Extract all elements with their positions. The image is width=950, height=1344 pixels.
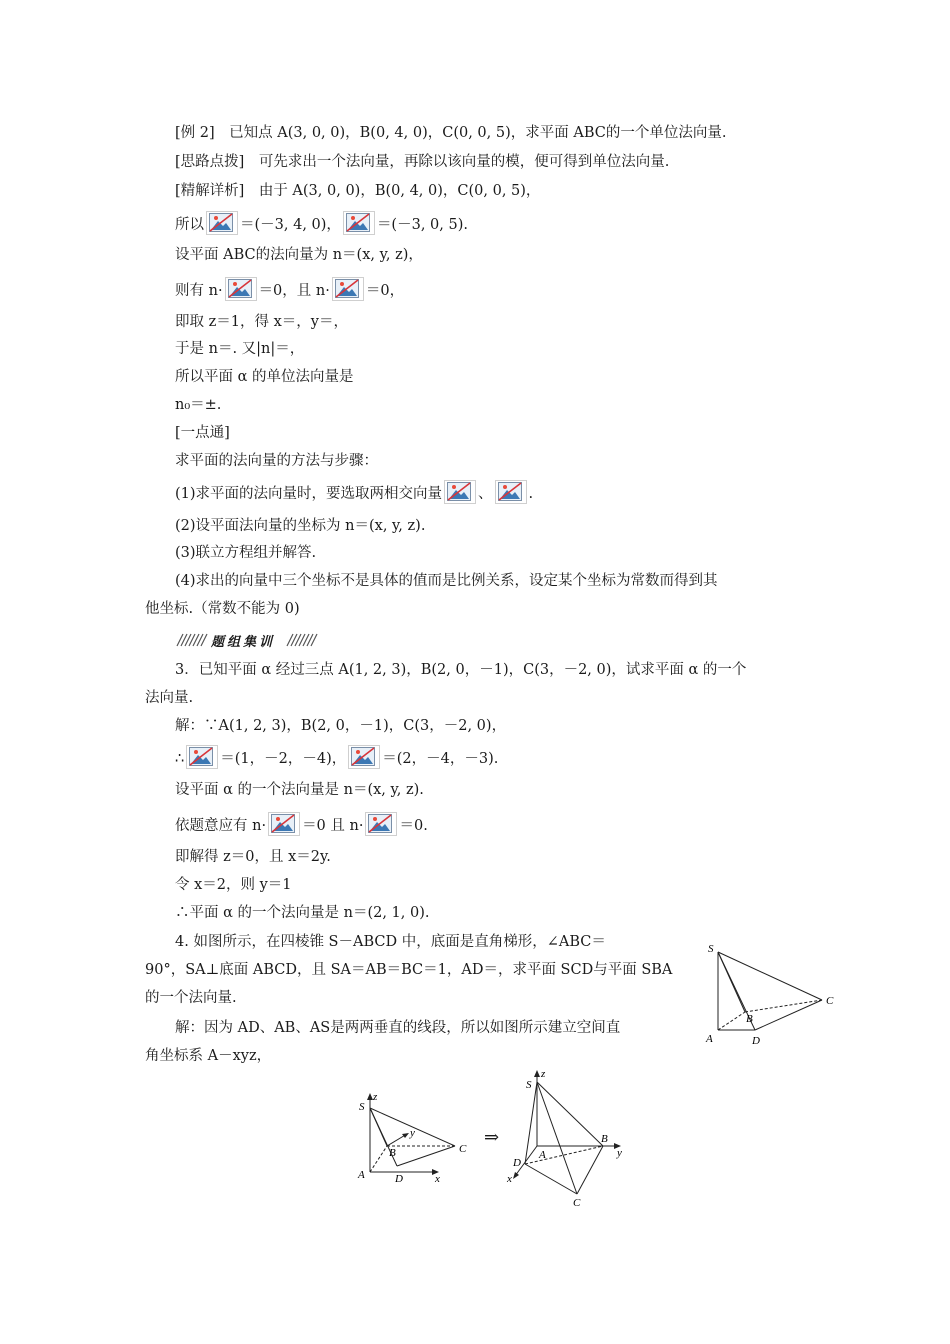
- solution-intro: [精解详析] 由于 A(3, 0, 0)，B(0, 4, 0)，C(0, 0, 5)，: [175, 183, 541, 199]
- q3-statement: 3．已知平面 α 经过三点 A(1, 2, 3)，B(2, 0，－1)，C(3，－2, 0)，试求平面 α 的一个: [175, 662, 747, 678]
- implies-arrow: ⇒: [484, 1127, 500, 1148]
- tip-step-2: (2)设平面法向量的坐标为 n＝(x, y, z).: [175, 518, 426, 534]
- banner-label: 题组集训: [211, 635, 276, 650]
- dot-product-line: 则有 n· ＝0，且 n· ＝0，: [175, 277, 404, 301]
- image-placeholder-icon: [206, 211, 238, 235]
- solve-line: 即取 z＝1，得 x＝，y＝，: [175, 314, 348, 330]
- q3-solve: 即解得 z＝0，且 x＝2y.: [175, 849, 331, 865]
- image-placeholder-icon: [225, 277, 257, 301]
- label-d: D: [395, 1173, 403, 1185]
- label-s: S: [526, 1079, 532, 1091]
- label-s: S: [359, 1101, 365, 1113]
- q3-let: 令 x＝2，则 y＝1: [175, 877, 292, 893]
- image-placeholder-icon: [332, 277, 364, 301]
- idea-hint: [思路点拨] 可先求出一个法向量，再除以该向量的模，便可得到单位法向量.: [175, 154, 670, 170]
- image-placeholder-icon: [495, 480, 527, 504]
- label-d: D: [513, 1157, 521, 1169]
- unit-normal-value: n₀＝±.: [175, 397, 222, 413]
- label-x: x: [507, 1173, 512, 1185]
- label-z: z: [373, 1091, 378, 1103]
- tip-step-4-cont: 他坐标.（常数不能为 0): [145, 601, 300, 617]
- label-c: C: [459, 1143, 467, 1155]
- q3-normal-setup: 设平面 α 的一个法向量是 n＝(x, y, z).: [175, 782, 424, 798]
- label-y: y: [410, 1127, 415, 1139]
- tip-step-4: (4)求出的向量中三个坐标不是具体的值而是比例关系，设定某个坐标为常数而得到其: [175, 573, 718, 589]
- image-placeholder-icon: [186, 745, 218, 769]
- coordinate-figure-right: [505, 1068, 630, 1208]
- label-c: C: [573, 1197, 581, 1208]
- image-placeholder-icon: [348, 745, 380, 769]
- tip-title: [一点通]: [175, 425, 230, 441]
- label-a: A: [539, 1149, 546, 1161]
- q4-solution-cont: 角坐标系 A－xyz，: [145, 1048, 272, 1064]
- label-d: D: [752, 1035, 760, 1047]
- label-y: y: [617, 1147, 622, 1159]
- tip-intro: 求平面的法向量的方法与步骤：: [175, 453, 378, 469]
- label-a: A: [706, 1033, 713, 1045]
- q3-statement-cont: 法向量.: [145, 690, 194, 706]
- label-s: S: [708, 943, 714, 955]
- label-z: z: [541, 1068, 546, 1080]
- vector-line: 所以 ＝(－3, 4, 0)， ＝(－3, 0, 5).: [175, 211, 468, 235]
- coordinate-figure-left: [355, 1090, 485, 1190]
- q4-statement: 4. 如图所示，在四棱锥 S－ABCD 中，底面是直角梯形，∠ABC＝: [175, 934, 606, 950]
- image-placeholder-icon: [365, 812, 397, 836]
- result-line: 于是 n＝. 又|n|＝，: [175, 341, 305, 357]
- normal-setup: 设平面 ABC的法向量为 n＝(x, y, z)，: [175, 247, 423, 263]
- unit-normal-line: 所以平面 α 的单位法向量是: [175, 369, 354, 385]
- pyramid-figure: [700, 940, 845, 1055]
- section-banner: [175, 631, 325, 653]
- q3-answer: ∴平面 α 的一个法向量是 n＝(2, 1, 0).: [175, 905, 430, 921]
- label-b: B: [601, 1133, 608, 1145]
- label-x: x: [435, 1173, 440, 1185]
- image-placeholder-icon: [444, 480, 476, 504]
- label-c: C: [826, 995, 834, 1007]
- label-a: A: [358, 1169, 365, 1181]
- q3-vectors: ∴ ＝(1，－2，－4)， ＝(2，－4，－3).: [175, 745, 498, 769]
- example-heading: [例 2] 已知点 A(3, 0, 0)，B(0, 4, 0)，C(0, 0, 5)，求平面 ABC的一个单位法向量.: [175, 125, 727, 141]
- q3-solution-start: 解：∵A(1, 2, 3)，B(2, 0，－1)，C(3，－2, 0)，: [175, 718, 507, 734]
- label-b: B: [389, 1147, 396, 1159]
- q4-solution: 解：因为 AD、AB、AS是两两垂直的线段，所以如图所示建立空间直: [175, 1020, 621, 1036]
- text-so: 所以: [175, 217, 204, 233]
- image-placeholder-icon: [343, 211, 375, 235]
- image-placeholder-icon: [268, 812, 300, 836]
- q4-statement-cont: 90°，SA⊥底面 ABCD，且 SA＝AB＝BC＝1，AD＝，求平面 SCD与平面 SBA: [145, 962, 673, 978]
- q3-dot-products: 依题意应有 n· ＝0 且 n· ＝0.: [175, 812, 428, 836]
- q4-statement-end: 的一个法向量.: [145, 990, 237, 1006]
- tip-step-3: (3)联立方程组并解答.: [175, 545, 317, 561]
- label-b: B: [746, 1013, 753, 1025]
- tip-step-1: (1)求平面的法向量时，要选取两相交向量 、 .: [175, 480, 533, 504]
